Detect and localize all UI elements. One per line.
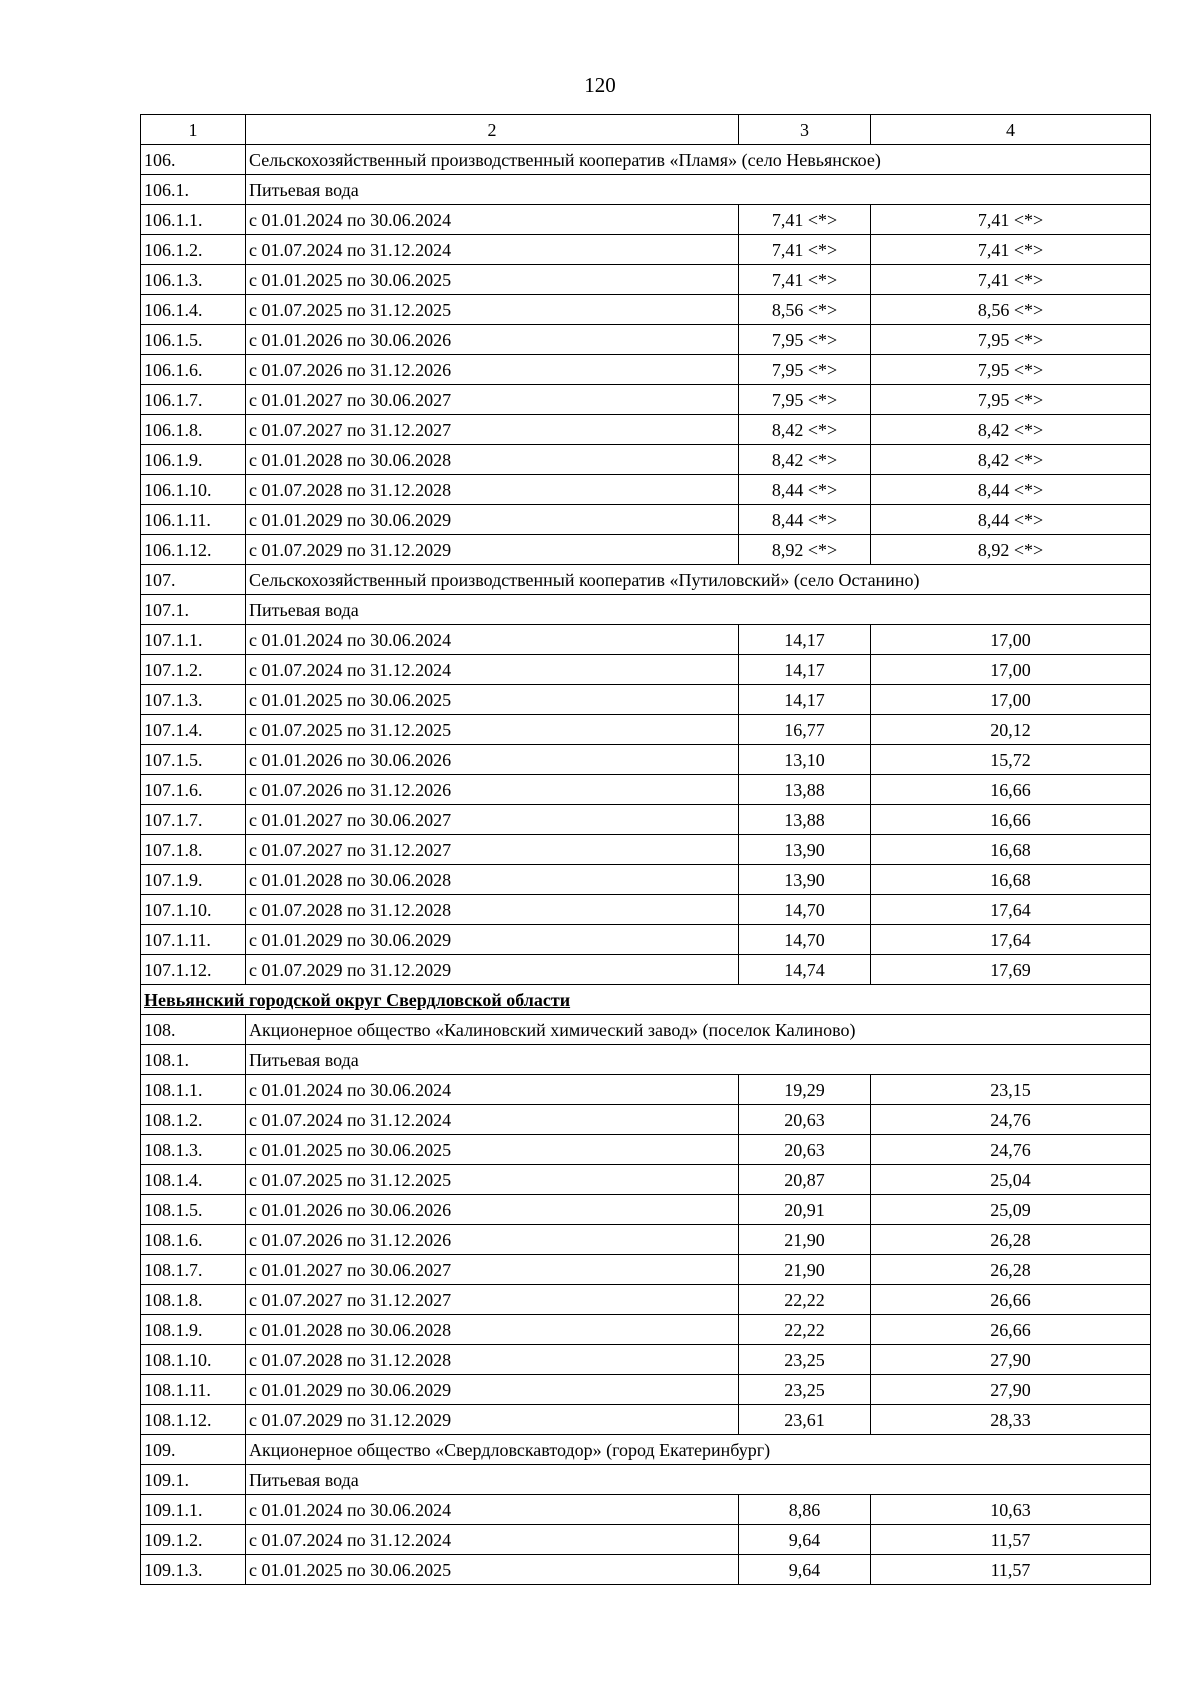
value-col4-cell: 10,63 [871,1495,1151,1525]
row-number: 108.1.9. [141,1315,246,1345]
row-number: 107.1.7. [141,805,246,835]
table-row [141,925,1151,955]
value-col4-cell: 17,00 [871,625,1151,655]
table-row [141,415,1151,445]
value-col4-cell: 26,28 [871,1255,1151,1285]
value-col3-cell: 13,88 [739,775,871,805]
value-col4-cell: 8,42 <*> [871,445,1151,475]
section-row [141,175,1151,205]
table-row [141,715,1151,745]
row-number: 106.1.12. [141,535,246,565]
row-number: 107.1.9. [141,865,246,895]
value-col3-cell: 7,95 <*> [739,355,871,385]
row-number: 107. [141,565,246,595]
table-row [141,325,1151,355]
value-col3-cell: 8,44 <*> [739,505,871,535]
table-row [141,1495,1151,1525]
table-row [141,1315,1151,1345]
row-number: 106.1.5. [141,325,246,355]
table-row [141,355,1151,385]
value-col3-cell: 9,64 [739,1525,871,1555]
section-row [141,145,1151,175]
period-cell: с 01.01.2029 по 30.06.2029 [246,925,739,955]
value-col3-cell: 21,90 [739,1225,871,1255]
column-header: 4 [871,115,1151,145]
table-row [141,1375,1151,1405]
row-number: 107.1.8. [141,835,246,865]
section-title: Сельскохозяйственный производственный кооператив «Пламя» (село Невьянское) [246,145,1151,175]
section-row [141,1435,1151,1465]
table-row [141,1525,1151,1555]
value-col4-cell: 27,90 [871,1375,1151,1405]
row-number: 106.1.8. [141,415,246,445]
column-header: 3 [739,115,871,145]
value-col4-cell: 25,04 [871,1165,1151,1195]
value-col4-cell: 27,90 [871,1345,1151,1375]
period-cell: с 01.01.2025 по 30.06.2025 [246,685,739,715]
value-col4-cell: 17,00 [871,685,1151,715]
period-cell: с 01.01.2028 по 30.06.2028 [246,1315,739,1345]
row-number: 107.1.2. [141,655,246,685]
row-number: 108.1.11. [141,1375,246,1405]
table-row [141,235,1151,265]
value-col4-cell: 17,69 [871,955,1151,985]
row-number: 107.1.6. [141,775,246,805]
value-col4-cell: 26,66 [871,1315,1151,1345]
table-row [141,685,1151,715]
table-row [141,625,1151,655]
table-row [141,835,1151,865]
period-cell: с 01.07.2029 по 31.12.2029 [246,1405,739,1435]
row-number: 108. [141,1015,246,1045]
value-col4-cell: 15,72 [871,745,1151,775]
table-row [141,1345,1151,1375]
period-cell: с 01.01.2024 по 30.06.2024 [246,1495,739,1525]
section-row [141,565,1151,595]
value-col4-cell: 24,76 [871,1135,1151,1165]
section-title: Питьевая вода [246,1045,1151,1075]
row-number: 107.1.3. [141,685,246,715]
value-col3-cell: 20,91 [739,1195,871,1225]
period-cell: с 01.01.2029 по 30.06.2029 [246,505,739,535]
value-col4-cell: 8,56 <*> [871,295,1151,325]
table-row [141,295,1151,325]
period-cell: с 01.07.2029 по 31.12.2029 [246,535,739,565]
value-col3-cell: 8,86 [739,1495,871,1525]
table-row [141,475,1151,505]
value-col4-cell: 25,09 [871,1195,1151,1225]
column-header: 2 [246,115,739,145]
table-row [141,775,1151,805]
period-cell: с 01.07.2029 по 31.12.2029 [246,955,739,985]
row-number: 109. [141,1435,246,1465]
column-header-row [141,115,1151,145]
table-row [141,505,1151,535]
row-number: 106.1. [141,175,246,205]
row-number: 109.1. [141,1465,246,1495]
section-row [141,1045,1151,1075]
table-row [141,1555,1151,1585]
value-col3-cell: 14,70 [739,895,871,925]
region-title: Невьянский городской округ Свердловской области [141,985,1151,1015]
value-col4-cell: 8,92 <*> [871,535,1151,565]
table-row [141,205,1151,235]
row-number: 109.1.1. [141,1495,246,1525]
value-col4-cell: 7,95 <*> [871,325,1151,355]
row-number: 109.1.3. [141,1555,246,1585]
period-cell: с 01.07.2027 по 31.12.2027 [246,415,739,445]
value-col3-cell: 20,63 [739,1105,871,1135]
value-col4-cell: 11,57 [871,1525,1151,1555]
value-col4-cell: 7,95 <*> [871,385,1151,415]
row-number: 108.1.1. [141,1075,246,1105]
period-cell: с 01.07.2028 по 31.12.2028 [246,475,739,505]
row-number: 108.1.7. [141,1255,246,1285]
period-cell: с 01.07.2026 по 31.12.2026 [246,775,739,805]
period-cell: с 01.01.2024 по 30.06.2024 [246,205,739,235]
table-row [141,1195,1151,1225]
value-col3-cell: 7,95 <*> [739,385,871,415]
value-col3-cell: 19,29 [739,1075,871,1105]
value-col4-cell: 17,64 [871,895,1151,925]
section-title: Акционерное общество «Свердловскавтодор» (город Екатеринбург) [246,1435,1151,1465]
value-col4-cell: 23,15 [871,1075,1151,1105]
value-col4-cell: 16,68 [871,865,1151,895]
value-col4-cell: 16,66 [871,775,1151,805]
region-header-row [141,985,1151,1015]
value-col3-cell: 14,17 [739,685,871,715]
table-row [141,385,1151,415]
value-col3-cell: 13,90 [739,865,871,895]
row-number: 106.1.4. [141,295,246,325]
table-row [141,655,1151,685]
period-cell: с 01.01.2028 по 30.06.2028 [246,865,739,895]
period-cell: с 01.01.2028 по 30.06.2028 [246,445,739,475]
value-col3-cell: 13,90 [739,835,871,865]
table-row [141,745,1151,775]
row-number: 106.1.3. [141,265,246,295]
table-row [141,535,1151,565]
value-col3-cell: 13,10 [739,745,871,775]
period-cell: с 01.01.2025 по 30.06.2025 [246,1555,739,1585]
section-title: Питьевая вода [246,175,1151,205]
value-col4-cell: 24,76 [871,1105,1151,1135]
value-col3-cell: 7,41 <*> [739,205,871,235]
period-cell: с 01.01.2025 по 30.06.2025 [246,1135,739,1165]
value-col4-cell: 8,44 <*> [871,475,1151,505]
table-row [141,805,1151,835]
period-cell: с 01.07.2024 по 31.12.2024 [246,655,739,685]
tariff-table [140,114,1151,1585]
value-col4-cell: 7,41 <*> [871,235,1151,265]
value-col3-cell: 14,17 [739,655,871,685]
value-col4-cell: 17,64 [871,925,1151,955]
table-row [141,1405,1151,1435]
value-col3-cell: 21,90 [739,1255,871,1285]
period-cell: с 01.07.2026 по 31.12.2026 [246,355,739,385]
section-title: Питьевая вода [246,595,1151,625]
period-cell: с 01.07.2027 по 31.12.2027 [246,835,739,865]
value-col3-cell: 7,41 <*> [739,235,871,265]
table-row [141,895,1151,925]
row-number: 107.1.11. [141,925,246,955]
section-row [141,1465,1151,1495]
value-col3-cell: 22,22 [739,1315,871,1345]
period-cell: с 01.07.2028 по 31.12.2028 [246,895,739,925]
table-row [141,1105,1151,1135]
period-cell: с 01.01.2024 по 30.06.2024 [246,625,739,655]
row-number: 108.1.4. [141,1165,246,1195]
value-col4-cell: 16,66 [871,805,1151,835]
value-col4-cell: 7,95 <*> [871,355,1151,385]
value-col3-cell: 8,42 <*> [739,415,871,445]
row-number: 108.1.12. [141,1405,246,1435]
period-cell: с 01.07.2025 по 31.12.2025 [246,715,739,745]
value-col4-cell: 11,57 [871,1555,1151,1585]
period-cell: с 01.07.2024 по 31.12.2024 [246,1105,739,1135]
value-col4-cell: 8,44 <*> [871,505,1151,535]
value-col4-cell: 16,68 [871,835,1151,865]
row-number: 108.1.8. [141,1285,246,1315]
period-cell: с 01.07.2028 по 31.12.2028 [246,1345,739,1375]
table-row [141,445,1151,475]
value-col3-cell: 8,92 <*> [739,535,871,565]
row-number: 108.1.10. [141,1345,246,1375]
value-col3-cell: 20,87 [739,1165,871,1195]
period-cell: с 01.07.2024 по 31.12.2024 [246,235,739,265]
period-cell: с 01.01.2026 по 30.06.2026 [246,1195,739,1225]
row-number: 108.1.2. [141,1105,246,1135]
value-col3-cell: 22,22 [739,1285,871,1315]
period-cell: с 01.01.2027 по 30.06.2027 [246,805,739,835]
period-cell: с 01.01.2026 по 30.06.2026 [246,325,739,355]
period-cell: с 01.07.2027 по 31.12.2027 [246,1285,739,1315]
row-number: 107.1.4. [141,715,246,745]
row-number: 106. [141,145,246,175]
row-number: 106.1.9. [141,445,246,475]
value-col4-cell: 28,33 [871,1405,1151,1435]
value-col3-cell: 14,17 [739,625,871,655]
value-col3-cell: 8,42 <*> [739,445,871,475]
value-col4-cell: 7,41 <*> [871,205,1151,235]
period-cell: с 01.07.2025 по 31.12.2025 [246,1165,739,1195]
value-col4-cell: 8,42 <*> [871,415,1151,445]
row-number: 106.1.6. [141,355,246,385]
row-number: 108.1.6. [141,1225,246,1255]
value-col4-cell: 7,41 <*> [871,265,1151,295]
value-col3-cell: 7,41 <*> [739,265,871,295]
table-row [141,1165,1151,1195]
value-col3-cell: 23,25 [739,1345,871,1375]
period-cell: с 01.07.2026 по 31.12.2026 [246,1225,739,1255]
row-number: 108.1. [141,1045,246,1075]
period-cell: с 01.07.2025 по 31.12.2025 [246,295,739,325]
value-col3-cell: 23,25 [739,1375,871,1405]
value-col3-cell: 14,74 [739,955,871,985]
value-col3-cell: 20,63 [739,1135,871,1165]
page-number: 120 [584,73,616,97]
period-cell: с 01.01.2027 по 30.06.2027 [246,1255,739,1285]
value-col3-cell: 8,44 <*> [739,475,871,505]
value-col3-cell: 8,56 <*> [739,295,871,325]
value-col3-cell: 13,88 [739,805,871,835]
period-cell: с 01.01.2027 по 30.06.2027 [246,385,739,415]
table-row [141,1225,1151,1255]
table-row [141,955,1151,985]
column-header: 1 [141,115,246,145]
table-row [141,1135,1151,1165]
value-col4-cell: 26,28 [871,1225,1151,1255]
row-number: 106.1.1. [141,205,246,235]
table-row [141,1255,1151,1285]
value-col4-cell: 17,00 [871,655,1151,685]
table-row [141,265,1151,295]
value-col4-cell: 20,12 [871,715,1151,745]
row-number: 108.1.5. [141,1195,246,1225]
table-row [141,1285,1151,1315]
value-col3-cell: 23,61 [739,1405,871,1435]
period-cell: с 01.01.2026 по 30.06.2026 [246,745,739,775]
row-number: 106.1.2. [141,235,246,265]
row-number: 109.1.2. [141,1525,246,1555]
section-title: Акционерное общество «Калиновский химический завод» (поселок Калиново) [246,1015,1151,1045]
section-title: Сельскохозяйственный производственный кооператив «Путиловский» (село Останино) [246,565,1151,595]
value-col3-cell: 9,64 [739,1555,871,1585]
row-number: 107.1. [141,595,246,625]
row-number: 106.1.10. [141,475,246,505]
row-number: 108.1.3. [141,1135,246,1165]
row-number: 106.1.7. [141,385,246,415]
row-number: 106.1.11. [141,505,246,535]
row-number: 107.1.5. [141,745,246,775]
period-cell: с 01.01.2029 по 30.06.2029 [246,1375,739,1405]
table-row [141,865,1151,895]
section-title: Питьевая вода [246,1465,1151,1495]
value-col3-cell: 7,95 <*> [739,325,871,355]
row-number: 107.1.12. [141,955,246,985]
row-number: 107.1.10. [141,895,246,925]
section-row [141,595,1151,625]
value-col3-cell: 14,70 [739,925,871,955]
section-row [141,1015,1151,1045]
row-number: 107.1.1. [141,625,246,655]
period-cell: с 01.01.2024 по 30.06.2024 [246,1075,739,1105]
period-cell: с 01.01.2025 по 30.06.2025 [246,265,739,295]
period-cell: с 01.07.2024 по 31.12.2024 [246,1525,739,1555]
tariff-table-body [141,115,1151,1585]
value-col4-cell: 26,66 [871,1285,1151,1315]
table-row [141,1075,1151,1105]
value-col3-cell: 16,77 [739,715,871,745]
